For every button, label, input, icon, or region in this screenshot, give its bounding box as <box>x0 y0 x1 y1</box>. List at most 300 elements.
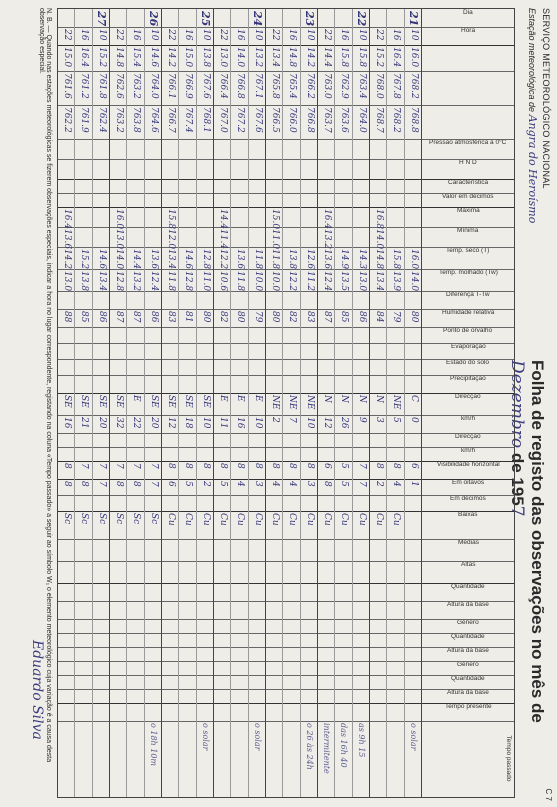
table-row-divider <box>126 9 127 797</box>
cell-low: Cu <box>356 513 367 526</box>
cell-sea: 763.2 <box>114 107 125 133</box>
cell-wspd: 16 <box>62 417 73 429</box>
cell-vis: 8 <box>252 463 263 469</box>
cell-wet: 11.2 <box>304 271 315 292</box>
cell-wspd: 20 <box>148 417 159 429</box>
cell-wet: 12.8 <box>114 271 125 292</box>
cell-hour: 22 <box>322 29 333 41</box>
cell-max: 15.8 <box>166 209 177 230</box>
table-row-divider <box>265 9 266 797</box>
cell-dry: 14.6 <box>183 249 194 270</box>
cell-wet: 10.0 <box>252 271 263 292</box>
cell-low: Cu <box>270 513 281 526</box>
table-row-divider <box>92 9 93 797</box>
cell-vis: 8 <box>166 463 177 469</box>
cell-vis: 6 <box>408 463 419 469</box>
cell-dry: 13.4 <box>166 249 177 270</box>
signature: Eduardo Silva <box>29 640 45 740</box>
cell-max: 16.4 <box>322 209 333 230</box>
cell-min: 13.2 <box>322 229 333 250</box>
cell-dry: 12.8 <box>200 249 211 270</box>
cell-hour: 16 <box>287 29 298 41</box>
cell-baro: 766.2 <box>304 73 315 99</box>
cell-past: das 16h 40 <box>339 723 349 768</box>
column-header-dewpoint: Ponto de orvalho <box>443 327 493 334</box>
cell-neb: 3 <box>304 481 315 487</box>
cell-hum: 86 <box>96 311 107 323</box>
cell-neb: 6 <box>166 481 177 487</box>
cell-past: intermitente <box>322 723 332 774</box>
cell-vis: 8 <box>200 463 211 469</box>
cell-dry: 13.6 <box>322 249 333 270</box>
cell-neb: 7 <box>148 481 159 487</box>
cell-dry: 11.8 <box>252 249 263 270</box>
cell-hour: 22 <box>218 29 229 41</box>
cell-low: Cu <box>183 513 194 526</box>
cell-sea: 763.8 <box>131 107 142 133</box>
cell-hum: 83 <box>166 311 177 323</box>
cell-therm: 13.4 <box>270 47 281 68</box>
cell-dry: 14.6 <box>96 249 107 270</box>
column-header-base-height: Altura da base <box>447 689 489 696</box>
cell-wdir: SE <box>200 395 211 408</box>
title-year-prefix: de 195 <box>508 452 527 506</box>
column-header-evaporation: Evaporação <box>450 343 486 350</box>
column-header-dry: Temp. seco (T) <box>446 247 490 254</box>
cell-max: 16.0 <box>114 209 125 230</box>
cell-baro: 765.4 <box>287 73 298 99</box>
cell-low: Sc <box>96 513 107 525</box>
cell-dry: 14.2 <box>62 249 73 270</box>
cell-therm: 16.0 <box>408 47 419 68</box>
cell-dry: 12.6 <box>304 249 315 270</box>
cell-sea: 766.5 <box>270 107 281 133</box>
cell-hum: 87 <box>114 311 125 323</box>
cell-sea: 768.1 <box>200 107 211 133</box>
column-header-min: Mínima <box>457 227 479 234</box>
cell-wspd: 5 <box>391 417 402 423</box>
cell-hum: 85 <box>79 311 90 323</box>
cell-therm: 15.2 <box>374 47 385 68</box>
cell-low: Cu <box>166 513 177 526</box>
cell-wdir: SE <box>166 395 177 408</box>
table-row-divider <box>421 9 422 797</box>
column-header-quantity: Quantidade <box>451 633 485 640</box>
cell-wet: 12.4 <box>322 271 333 292</box>
cell-dry: 14.0 <box>114 249 125 270</box>
cell-therm: 15.0 <box>62 47 73 68</box>
cell-dry: 11.8 <box>270 249 281 270</box>
column-header-tendency-char: Característica <box>447 179 489 186</box>
cell-wet: 12.2 <box>287 271 298 292</box>
table-row-divider <box>317 9 318 797</box>
cell-past: o 26 às 24h <box>304 723 314 770</box>
cell-neb: 4 <box>391 481 402 487</box>
cell-wspd: 18 <box>183 417 194 429</box>
cell-baro: 768.0 <box>374 73 385 99</box>
cell-vis: 5 <box>339 463 350 469</box>
cell-baro: 767.8 <box>391 73 402 99</box>
title-prefix: Folha de registo das observações no mês de <box>528 360 547 723</box>
cell-wdir: E <box>218 395 229 402</box>
cell-wspd: 7 <box>287 417 298 423</box>
cell-wspd: 12 <box>322 417 333 429</box>
cell-min: 13.6 <box>62 229 73 250</box>
cell-low: Cu <box>218 513 229 526</box>
cell-wdir: E <box>131 395 142 402</box>
cell-low: Sc <box>114 513 125 525</box>
cell-low: Sc <box>131 513 142 525</box>
cell-neb: 3 <box>252 481 263 487</box>
form-code: C 7 <box>544 788 553 801</box>
cell-baro: 765.8 <box>270 73 281 99</box>
cell-wet: 11.8 <box>166 271 177 292</box>
column-header-visibility: Visibilidade horizontal <box>436 461 500 468</box>
table-row-divider <box>213 9 214 797</box>
cell-hum: 86 <box>356 311 367 323</box>
cell-past: o solar <box>200 723 210 751</box>
cell-max: 14.4 <box>218 209 229 230</box>
cell-hour: 10 <box>356 29 367 41</box>
title-year-digit: 7 <box>507 505 527 517</box>
station-name: Angra do Heroísmo <box>526 114 539 224</box>
table-row-divider <box>144 9 145 797</box>
table-row-divider <box>196 9 197 797</box>
cell-hum: 79 <box>252 311 263 323</box>
cell-low: Cu <box>374 513 385 526</box>
cell-wspd: 2 <box>270 417 281 423</box>
cell-dry: 14.4 <box>131 249 142 270</box>
cell-neb: 8 <box>322 481 333 487</box>
cell-wspd: 22 <box>131 417 142 429</box>
cell-hour: 16 <box>391 29 402 41</box>
cell-hum: 82 <box>218 311 229 323</box>
column-header-precip: Precipitação <box>450 375 486 382</box>
cell-min: 11.4 <box>218 229 229 250</box>
cell-vis: 7 <box>131 463 142 469</box>
cell-hour: 22 <box>270 29 281 41</box>
column-header-neb-tenths: Em décimos <box>450 495 486 502</box>
column-header-baro <box>424 71 512 104</box>
cell-low: Cu <box>200 513 211 526</box>
cell-sea: 763.7 <box>322 107 333 133</box>
cell-wdir: SE <box>62 395 73 408</box>
cell-sea: 767.6 <box>252 107 263 133</box>
cell-hour: 10 <box>252 29 263 41</box>
cell-sea: 768.8 <box>408 107 419 133</box>
cell-dry: 13.6 <box>148 249 159 270</box>
column-header-present-weather: Tempo presente <box>444 703 492 710</box>
cell-wet: 13.2 <box>131 271 142 292</box>
cell-wspd: 10 <box>200 417 211 429</box>
cell-neb: 8 <box>114 481 125 487</box>
cell-low: Cu <box>252 513 263 526</box>
cell-wet: 10.0 <box>270 271 281 292</box>
cell-therm: 15.0 <box>183 47 194 68</box>
cell-hour: 22 <box>166 29 177 41</box>
cell-wdir: SE <box>96 395 107 408</box>
cell-therm: 16.4 <box>79 47 90 68</box>
cell-wdir: SE <box>148 395 159 408</box>
cell-wdir: N <box>339 395 350 403</box>
cell-neb: 7 <box>356 481 367 487</box>
cell-therm: 14.6 <box>148 47 159 68</box>
cell-sea: 764.6 <box>148 107 159 133</box>
cell-wspd: 20 <box>96 417 107 429</box>
cell-neb: 4 <box>287 481 298 487</box>
cell-vis: 8 <box>218 463 229 469</box>
column-header-max: Máxima <box>456 207 480 214</box>
cell-max: 16.4 <box>62 209 73 230</box>
cell-hour: 10 <box>304 29 315 41</box>
cell-sea: 768.2 <box>391 107 402 133</box>
cell-wet: 10.6 <box>218 271 229 292</box>
cell-wdir: NE <box>270 395 281 410</box>
table-row-divider <box>161 9 162 797</box>
cell-sea: 767.4 <box>183 107 194 133</box>
cell-therm: 14.2 <box>166 47 177 68</box>
cell-hum: 88 <box>62 311 73 323</box>
cell-therm: 13.8 <box>200 47 211 68</box>
cell-baro: 761.6 <box>62 73 73 99</box>
cell-sea: 762.4 <box>96 107 107 133</box>
cell-day: 24 <box>250 11 264 27</box>
cell-hour: 16 <box>131 29 142 41</box>
cell-sea: 764.0 <box>356 107 367 133</box>
cell-neb: 8 <box>131 481 142 487</box>
cell-vis: 7 <box>79 463 90 469</box>
cell-wet: 13.0 <box>62 271 73 292</box>
cell-min: 11.0 <box>270 229 281 250</box>
column-header-genus: Género <box>457 619 479 626</box>
table-row-divider <box>109 9 110 797</box>
cell-dry: 13.6 <box>235 249 246 270</box>
column-header-wind-speed: km/h <box>460 415 476 422</box>
cell-hum: 79 <box>391 311 402 323</box>
title-month: Dezembro <box>507 360 527 449</box>
table-row-divider <box>369 9 370 797</box>
cell-sea: 763.6 <box>339 107 350 133</box>
column-header-humidity: Humidade relativa <box>441 309 495 316</box>
cell-day: 21 <box>406 11 420 27</box>
cell-baro: 761.8 <box>96 73 107 99</box>
column-header-hour: Hora <box>460 27 476 34</box>
cell-neb: 7 <box>96 481 107 487</box>
cell-past: o solar <box>252 723 262 751</box>
cell-vis: 8 <box>62 463 73 469</box>
cell-vis: 8 <box>270 463 281 469</box>
cell-wdir: N <box>322 395 333 403</box>
cell-wdir: SE <box>183 395 194 408</box>
cell-therm: 14.0 <box>235 47 246 68</box>
cell-hum: 82 <box>287 311 298 323</box>
cell-neb: 8 <box>79 481 90 487</box>
cell-low: Cu <box>391 513 402 526</box>
column-header-past-weather: Tempo passado <box>505 735 512 782</box>
cell-wdir: E <box>235 395 246 402</box>
cell-neb: 4 <box>270 481 281 487</box>
cell-wspd: 11 <box>218 417 229 429</box>
cell-low: Cu <box>235 513 246 526</box>
station-row <box>526 8 539 223</box>
column-header-neb-total: Em oitavos <box>451 479 485 486</box>
cell-wdir: NE <box>391 395 402 410</box>
column-header-wind-max-speed: km/h <box>460 447 476 454</box>
cell-dry: 15.8 <box>391 249 402 270</box>
cell-wspd: 21 <box>79 417 90 429</box>
cell-wet: 13.8 <box>79 271 90 292</box>
cell-wet: 12.4 <box>148 271 159 292</box>
cell-neb: 8 <box>62 481 73 487</box>
service-name: SERVIÇO METEOROLÓGICO NACIONAL <box>541 8 551 189</box>
cell-dry: 12.2 <box>218 249 229 270</box>
table-row-divider <box>404 9 405 797</box>
column-header-genus: Género <box>457 661 479 668</box>
column-header-day: Dia <box>463 9 473 16</box>
cell-wspd: 3 <box>374 417 385 423</box>
column-header-base-height: Altura da base <box>447 647 489 654</box>
cell-therm: 15.8 <box>339 47 350 68</box>
cell-day: 25 <box>198 11 212 27</box>
cell-wet: 13.5 <box>339 271 350 292</box>
cell-wspd: 0 <box>408 417 419 423</box>
footer-note: N. B. — Quando nas estações meteorológicas se fizerem observações especiais, indicar a hora no lugar correspondente, registando na coluna «Tempo passado» a seguir ao símbolo W₁ o elemento meteorológico cuja variação é a causa desta observação especial. <box>38 8 52 763</box>
cell-sea: 761.9 <box>79 107 90 133</box>
cell-hum: 80 <box>270 311 281 323</box>
cell-dry: 16.0 <box>408 249 419 270</box>
cell-vis: 8 <box>391 463 402 469</box>
cell-min: 14.0 <box>374 229 385 250</box>
cell-hour: 22 <box>114 29 125 41</box>
column-header-quantity: Quantidade <box>451 675 485 682</box>
cell-wet: 14.0 <box>408 271 419 292</box>
cell-past: o 18h 10m <box>148 723 158 766</box>
cell-max: 16.8 <box>374 209 385 230</box>
cell-wspd: 10 <box>252 417 263 429</box>
cell-sea: 762.2 <box>62 107 73 133</box>
cell-neb: 2 <box>200 481 211 487</box>
column-header-diff: Diferença T-Tw <box>446 291 490 298</box>
table-row-divider <box>74 9 75 797</box>
cell-low: Cu <box>339 513 350 526</box>
cell-hour: 10 <box>148 29 159 41</box>
cell-vis: 8 <box>374 463 385 469</box>
cell-sea: 767.0 <box>218 107 229 133</box>
cell-baro: 763.4 <box>356 73 367 99</box>
cell-low: Sc <box>79 513 90 525</box>
cell-min: 13.0 <box>114 229 125 250</box>
cell-hour: 16 <box>339 29 350 41</box>
cell-therm: 14.8 <box>114 47 125 68</box>
cell-wdir: NE <box>304 395 315 410</box>
cell-hum: 80 <box>235 311 246 323</box>
cell-baro: 766.1 <box>166 73 177 99</box>
column-header-quantity: Quantidade <box>451 583 485 590</box>
column-header-wind-dir: Direcção <box>455 393 481 400</box>
cell-therm: 14.8 <box>287 47 298 68</box>
cell-baro: 762.6 <box>114 73 125 99</box>
cell-sea: 767.2 <box>235 107 246 133</box>
cell-neb: 5 <box>339 481 350 487</box>
cell-wdir: N <box>374 395 385 403</box>
cell-hum: 87 <box>131 311 142 323</box>
cell-therm: 13.2 <box>252 47 263 68</box>
cell-therm: 15.2 <box>96 47 107 68</box>
cell-wdir: E <box>252 395 263 402</box>
cell-dry: 13.8 <box>287 249 298 270</box>
cell-wdir: N <box>356 395 367 403</box>
cell-hour: 16 <box>79 29 90 41</box>
cell-vis: 8 <box>287 463 298 469</box>
cell-dry: 15.2 <box>79 249 90 270</box>
cell-vis: 8 <box>235 463 246 469</box>
cell-low: Cu <box>304 513 315 526</box>
column-header-clouds-mid: Médias <box>457 539 479 546</box>
cell-wdir: SE <box>79 395 90 408</box>
table-row-divider <box>178 9 179 797</box>
column-header-wet: Temp. molhado (Tw) <box>438 269 498 276</box>
cell-wdir: SE <box>114 395 125 408</box>
cell-hour: 10 <box>200 29 211 41</box>
cell-baro: 766.9 <box>183 73 194 99</box>
table-row-divider <box>230 9 231 797</box>
column-header-baro-0c: Pressão atmosférica a 0°C <box>429 139 507 146</box>
cell-wspd: 26 <box>339 417 350 429</box>
cell-wet: 13.4 <box>374 271 385 292</box>
cell-vis: 7 <box>96 463 107 469</box>
table-row-divider <box>248 9 249 797</box>
cell-low: Cu <box>322 513 333 526</box>
cell-hour: 10 <box>96 29 107 41</box>
cell-baro: 762.9 <box>339 73 350 99</box>
cell-neb: 2 <box>374 481 385 487</box>
cell-hum: 81 <box>183 311 194 323</box>
cell-baro: 763.2 <box>131 73 142 99</box>
cell-baro: 766.8 <box>235 73 246 99</box>
cell-wet: 11.8 <box>235 271 246 292</box>
cell-hour: 16 <box>235 29 246 41</box>
cell-vis: 8 <box>183 463 194 469</box>
cell-baro: 763.0 <box>322 73 333 99</box>
cell-vis: 7 <box>148 463 159 469</box>
cell-baro: 767.1 <box>252 73 263 99</box>
cell-hour: 16 <box>183 29 194 41</box>
cell-wdir: NE <box>287 395 298 410</box>
observation-table <box>57 8 515 798</box>
cell-neb: 5 <box>218 481 229 487</box>
station-label: Estação meteorológica de <box>527 8 537 113</box>
cell-baro: 768.2 <box>408 73 419 99</box>
cell-therm: 13.0 <box>218 47 229 68</box>
cell-sea: 766.7 <box>166 107 177 133</box>
cell-dry: 14.3 <box>356 249 367 270</box>
cell-hum: 80 <box>200 311 211 323</box>
column-header-hnd: H N D <box>459 159 477 166</box>
cell-vis: 7 <box>114 463 125 469</box>
cell-sea: 766.8 <box>304 107 315 133</box>
cell-wspd: 32 <box>114 417 125 429</box>
cell-vis: 8 <box>304 463 315 469</box>
cell-dry: 14.9 <box>339 249 350 270</box>
cell-therm: 14.2 <box>304 47 315 68</box>
cell-past: as 9h 15 <box>356 723 366 758</box>
column-header-ground: Estado do solo <box>446 359 490 366</box>
table-row-divider <box>300 9 301 797</box>
cell-therm: 16.4 <box>391 47 402 68</box>
cell-sea: 766.0 <box>287 107 298 133</box>
cell-wet: 13.9 <box>391 271 402 292</box>
column-header-wind-max-dir: Direcção <box>455 433 481 440</box>
